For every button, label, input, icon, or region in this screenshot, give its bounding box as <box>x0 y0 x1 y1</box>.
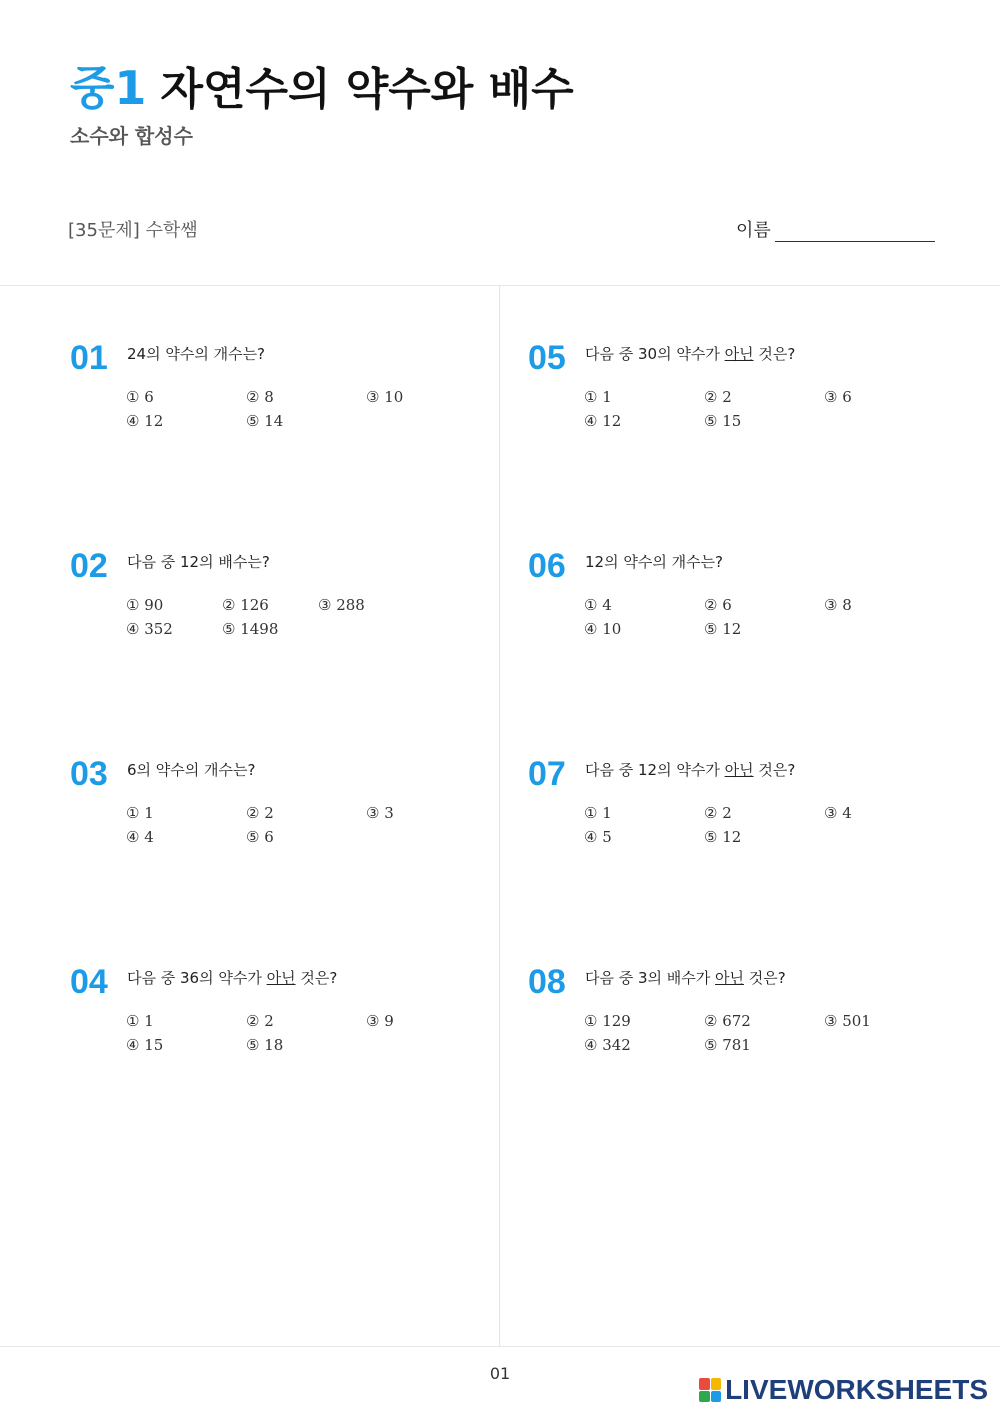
footer-divider <box>0 1346 1000 1347</box>
option-2[interactable]: ② 6 <box>704 596 732 614</box>
page-number: 01 <box>489 1364 511 1383</box>
question-text-part: 다음 중 36의 약수가 <box>127 969 267 987</box>
logo-block <box>699 1391 710 1403</box>
option-5[interactable]: ⑤ 15 <box>704 412 742 430</box>
option-4[interactable]: ④ 15 <box>126 1036 164 1054</box>
logo-block <box>699 1378 710 1390</box>
option-3[interactable]: ③ 3 <box>366 804 394 822</box>
question-item <box>70 962 470 1082</box>
name-label: 이름 <box>736 220 771 241</box>
option-3[interactable]: ③ 501 <box>824 1012 871 1030</box>
option-4[interactable]: ④ 5 <box>584 828 612 846</box>
option-2[interactable]: ② 8 <box>246 388 274 406</box>
header-divider <box>0 285 1000 286</box>
question-item <box>528 338 928 458</box>
question-item <box>70 546 470 666</box>
option-1[interactable]: ① 90 <box>126 596 164 614</box>
problem-count-label: [35문제] 수학쌤 <box>68 220 198 241</box>
worksheet-title: 자연수의 약수와 배수 <box>160 64 574 115</box>
option-2[interactable]: ② 2 <box>246 1012 274 1030</box>
option-2[interactable]: ② 2 <box>246 804 274 822</box>
option-1[interactable]: ① 129 <box>584 1012 631 1030</box>
question-text <box>585 760 795 780</box>
name-blank-line[interactable] <box>775 223 935 242</box>
question-text-end: 것은? <box>753 345 796 363</box>
question-number: 06 <box>528 547 566 585</box>
question-text-end: 것은? <box>753 761 796 779</box>
option-1[interactable]: ① 6 <box>126 388 154 406</box>
question-item <box>70 754 470 874</box>
logo-text: LIVEWORKSHEETS <box>725 1374 988 1405</box>
question-text-end: 것은? <box>295 969 338 987</box>
option-4[interactable]: ④ 342 <box>584 1036 631 1054</box>
option-2[interactable]: ② 672 <box>704 1012 751 1030</box>
option-4[interactable]: ④ 12 <box>584 412 622 430</box>
question-number: 05 <box>528 339 566 377</box>
option-4[interactable]: ④ 10 <box>584 620 622 638</box>
option-5[interactable]: ⑤ 1498 <box>222 620 279 638</box>
question-item <box>70 338 470 458</box>
option-2[interactable]: ② 2 <box>704 804 732 822</box>
question-text-end: 것은? <box>744 969 786 987</box>
question-text-part: 다음 중 12의 배수는? <box>127 553 270 571</box>
column-divider <box>499 286 500 1346</box>
option-4[interactable]: ④ 12 <box>126 412 164 430</box>
option-4[interactable]: ④ 352 <box>126 620 173 638</box>
option-3[interactable]: ③ 6 <box>824 388 852 406</box>
question-text-part: 다음 중 3의 배수가 <box>585 969 716 987</box>
question-negation: 아닌 <box>724 345 754 363</box>
worksheet-subtitle: 소수와 합성수 <box>70 124 193 148</box>
logo-block <box>711 1391 722 1403</box>
option-1[interactable]: ① 1 <box>584 804 612 822</box>
question-text-part: 6의 약수의 개수는? <box>127 761 256 779</box>
question-text <box>585 344 795 364</box>
option-1[interactable]: ① 1 <box>584 388 612 406</box>
option-1[interactable]: ① 4 <box>584 596 612 614</box>
option-3[interactable]: ③ 9 <box>366 1012 394 1030</box>
question-text-part: 다음 중 12의 약수가 <box>585 761 725 779</box>
option-3[interactable]: ③ 288 <box>318 596 365 614</box>
option-2[interactable]: ② 2 <box>704 388 732 406</box>
option-5[interactable]: ⑤ 781 <box>704 1036 751 1054</box>
question-number: 04 <box>70 963 108 1001</box>
name-field[interactable] <box>736 216 935 242</box>
question-negation: 아닌 <box>724 761 754 779</box>
option-3[interactable]: ③ 10 <box>366 388 404 406</box>
option-3[interactable]: ③ 4 <box>824 804 852 822</box>
question-number: 07 <box>528 755 566 793</box>
option-5[interactable]: ⑤ 14 <box>246 412 284 430</box>
question-text <box>585 552 723 572</box>
option-5[interactable]: ⑤ 12 <box>704 620 742 638</box>
question-item <box>528 546 928 666</box>
logo-blocks-icon <box>699 1378 721 1402</box>
option-5[interactable]: ⑤ 6 <box>246 828 274 846</box>
grade-label: 중1 <box>70 61 147 115</box>
option-3[interactable]: ③ 8 <box>824 596 852 614</box>
question-text-part: 24의 약수의 개수는? <box>127 345 266 363</box>
question-negation: 아닌 <box>266 969 296 987</box>
question-text <box>127 760 255 780</box>
liveworksheets-logo[interactable] <box>699 1374 988 1406</box>
question-number: 08 <box>528 963 566 1001</box>
option-5[interactable]: ⑤ 12 <box>704 828 742 846</box>
question-item <box>528 962 928 1082</box>
question-text <box>585 968 786 988</box>
question-item <box>528 754 928 874</box>
question-text <box>127 344 265 364</box>
page-title <box>70 52 574 118</box>
question-text-part: 12의 약수의 개수는? <box>585 553 724 571</box>
question-negation: 아닌 <box>715 969 745 987</box>
option-5[interactable]: ⑤ 18 <box>246 1036 284 1054</box>
question-text <box>127 968 337 988</box>
question-number: 03 <box>70 755 108 793</box>
question-number: 02 <box>70 547 108 585</box>
option-1[interactable]: ① 1 <box>126 804 154 822</box>
question-text-part: 다음 중 30의 약수가 <box>585 345 725 363</box>
option-1[interactable]: ① 1 <box>126 1012 154 1030</box>
question-text <box>127 552 270 572</box>
option-4[interactable]: ④ 4 <box>126 828 154 846</box>
question-number: 01 <box>70 339 108 377</box>
logo-block <box>711 1378 722 1390</box>
option-2[interactable]: ② 126 <box>222 596 269 614</box>
